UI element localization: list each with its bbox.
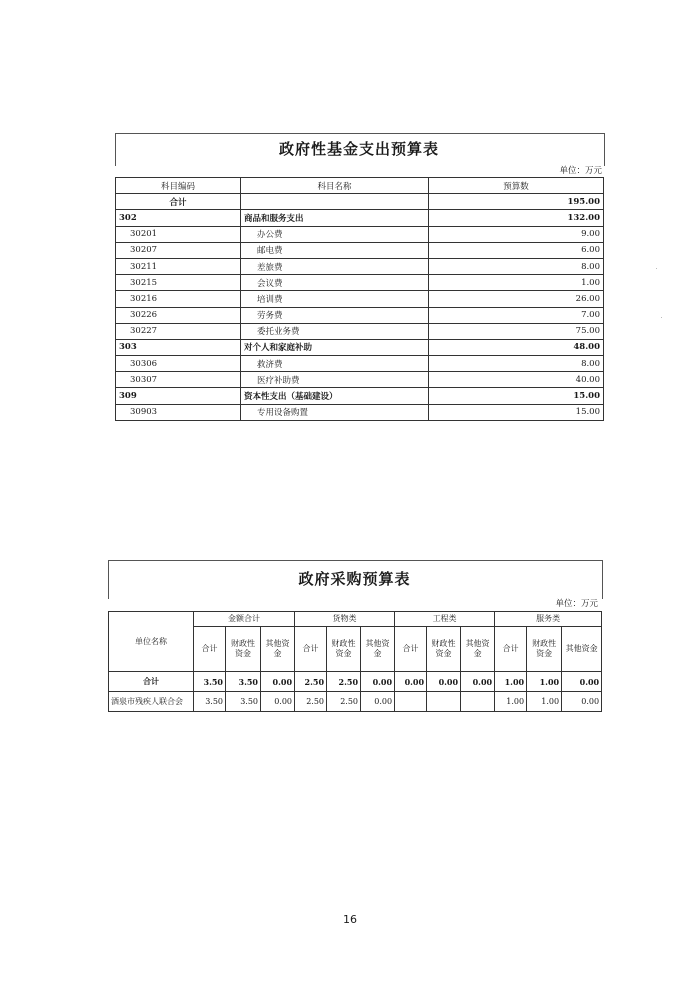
fund-header-code: 科目编码	[116, 178, 241, 194]
header-sub-fiscal: 财政性资金	[427, 627, 461, 672]
procurement-group-header-row	[109, 612, 602, 627]
procurement-table-title: 政府采购预算表	[298, 570, 411, 588]
table-row	[116, 275, 604, 291]
header-sub-fiscal: 财政性资金	[527, 627, 562, 672]
row-amount: 15.00	[429, 404, 604, 420]
cell-works-fiscal: 0.00	[427, 672, 461, 692]
table-row	[116, 404, 604, 420]
row-amount: 15.00	[429, 388, 604, 404]
cell-goods: 2.50	[295, 672, 327, 692]
row-code: 30227	[116, 323, 241, 339]
row-name: 商品和服务支出	[241, 210, 429, 226]
table-row	[116, 258, 604, 274]
cell-goods-other: 0.00	[361, 672, 395, 692]
cell-works-other: 0.00	[461, 672, 495, 692]
row-amount: 195.00	[429, 194, 604, 210]
header-sub-other: 其他资金	[261, 627, 295, 672]
cell-goods-other: 0.00	[361, 692, 395, 712]
table-row	[116, 226, 604, 242]
table-row	[116, 291, 604, 307]
cell-total-fiscal: 3.50	[226, 692, 261, 712]
row-code: 30226	[116, 307, 241, 323]
row-amount: 8.00	[429, 258, 604, 274]
header-sub-other: 其他资金	[562, 627, 602, 672]
row-name: 救济费	[241, 356, 429, 372]
fund-table	[115, 177, 604, 421]
row-name: 对个人和家庭补助	[241, 339, 429, 355]
cell-total: 3.50	[194, 672, 226, 692]
fund-table-title: 政府性基金支出预算表	[278, 140, 439, 158]
header-group-total: 金额合计	[194, 612, 295, 627]
fund-table-header-row	[116, 178, 604, 194]
header-group-works: 工程类	[395, 612, 495, 627]
table-row	[116, 388, 604, 404]
header-sub-other: 其他资金	[361, 627, 395, 672]
row-unit-name: 合计	[109, 672, 194, 692]
cell-works-other	[461, 692, 495, 712]
row-code: 30216	[116, 291, 241, 307]
row-name: 医疗补助费	[241, 372, 429, 388]
row-code: 303	[116, 339, 241, 355]
row-code: 309	[116, 388, 241, 404]
row-code: 30307	[116, 372, 241, 388]
table-row	[116, 323, 604, 339]
header-group-goods: 货物类	[295, 612, 395, 627]
header-sub-total: 合计	[194, 627, 226, 672]
row-name: 培训费	[241, 291, 429, 307]
row-name: 资本性支出（基础建设）	[241, 388, 429, 404]
cell-works	[395, 692, 427, 712]
cell-services: 1.00	[495, 692, 527, 712]
row-amount: 7.00	[429, 307, 604, 323]
table-row	[116, 356, 604, 372]
row-unit-name: 酒泉市残疾人联合会	[109, 692, 194, 712]
cell-goods: 2.50	[295, 692, 327, 712]
row-code: 302	[116, 210, 241, 226]
row-amount: 75.00	[429, 323, 604, 339]
cell-works: 0.00	[395, 672, 427, 692]
row-code: 30211	[116, 258, 241, 274]
cell-total-fiscal: 3.50	[226, 672, 261, 692]
table-row	[109, 692, 602, 712]
page-number: 16	[343, 913, 357, 926]
procurement-table-unit: 单位：万元	[555, 599, 598, 609]
table-row	[109, 672, 602, 692]
cell-total: 3.50	[194, 692, 226, 712]
header-sub-fiscal: 财政性资金	[226, 627, 261, 672]
cell-services-fiscal: 1.00	[527, 692, 562, 712]
header-sub-total: 合计	[395, 627, 427, 672]
row-code: 30903	[116, 404, 241, 420]
row-code: 30215	[116, 275, 241, 291]
header-sub-fiscal: 财政性资金	[327, 627, 361, 672]
row-amount: 1.00	[429, 275, 604, 291]
scan-speck	[656, 268, 657, 269]
cell-goods-fiscal: 2.50	[327, 672, 361, 692]
row-code: 30306	[116, 356, 241, 372]
row-code: 合计	[116, 194, 241, 210]
row-code: 30207	[116, 242, 241, 258]
table-row	[116, 194, 604, 210]
row-name: 邮电费	[241, 242, 429, 258]
fund-table-unit: 单位：万元	[559, 166, 602, 176]
row-name: 专用设备购置	[241, 404, 429, 420]
header-sub-total: 合计	[295, 627, 327, 672]
cell-total-other: 0.00	[261, 692, 295, 712]
header-sub-other: 其他资金	[461, 627, 495, 672]
table-row	[116, 242, 604, 258]
header-group-services: 服务类	[495, 612, 602, 627]
fund-header-amount: 预算数	[429, 178, 604, 194]
row-amount: 6.00	[429, 242, 604, 258]
table-row	[116, 372, 604, 388]
row-name	[241, 194, 429, 210]
cell-services: 1.00	[495, 672, 527, 692]
cell-services-fiscal: 1.00	[527, 672, 562, 692]
fund-header-name: 科目名称	[241, 178, 429, 194]
row-amount: 26.00	[429, 291, 604, 307]
row-code: 30201	[116, 226, 241, 242]
row-amount: 9.00	[429, 226, 604, 242]
row-name: 会议费	[241, 275, 429, 291]
row-name: 委托业务费	[241, 323, 429, 339]
row-amount: 48.00	[429, 339, 604, 355]
row-amount: 132.00	[429, 210, 604, 226]
row-name: 劳务费	[241, 307, 429, 323]
row-amount: 40.00	[429, 372, 604, 388]
header-sub-total: 合计	[495, 627, 527, 672]
cell-total-other: 0.00	[261, 672, 295, 692]
cell-goods-fiscal: 2.50	[327, 692, 361, 712]
cell-services-other: 0.00	[562, 672, 602, 692]
table-row	[116, 307, 604, 323]
row-name: 办公费	[241, 226, 429, 242]
header-unit-name: 单位名称	[109, 612, 194, 672]
procurement-table	[108, 611, 602, 712]
cell-services-other: 0.00	[562, 692, 602, 712]
cell-works-fiscal	[427, 692, 461, 712]
row-amount: 8.00	[429, 356, 604, 372]
table-row	[116, 210, 604, 226]
table-row	[116, 339, 604, 355]
scan-speck	[661, 317, 662, 318]
row-name: 差旅费	[241, 258, 429, 274]
